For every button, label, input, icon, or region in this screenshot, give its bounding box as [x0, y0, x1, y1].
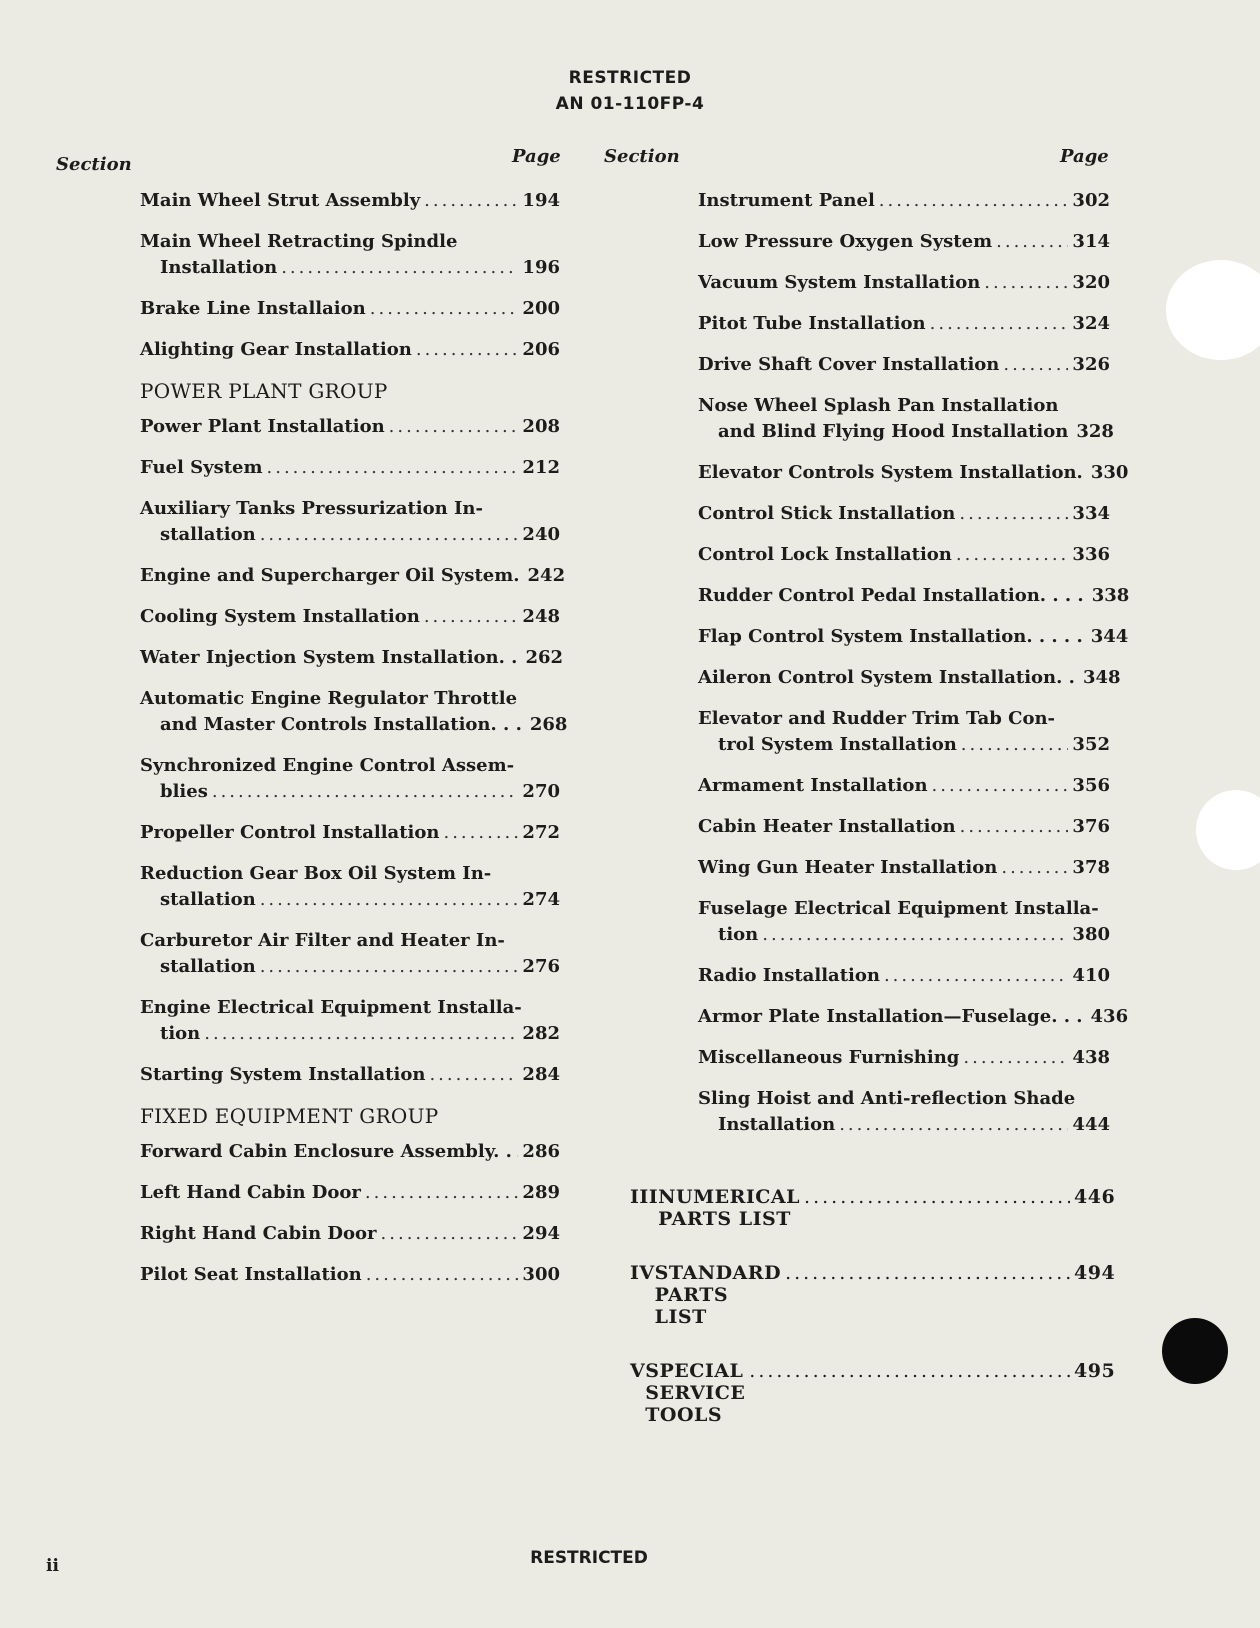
- toc-entry-title: trol System Installation: [718, 734, 957, 755]
- section-title: SPECIAL SERVICE TOOLS: [645, 1360, 746, 1426]
- dot-leader: [260, 887, 519, 913]
- dot-leader: [785, 1262, 1070, 1284]
- dot-leader: [984, 270, 1068, 296]
- dot-leader: [212, 779, 519, 805]
- toc-entry-title: Fuel System: [140, 457, 263, 478]
- toc-entry-page: 320: [1072, 272, 1110, 293]
- toc-entry-title: Carburetor Air Filter and Heater In-: [140, 930, 505, 951]
- toc-entry-page: 376: [1072, 816, 1110, 837]
- dot-leader: [804, 1186, 1070, 1208]
- toc-entry-page: 444: [1072, 1114, 1110, 1135]
- toc-entry: [698, 501, 1110, 527]
- toc-entry: [698, 963, 1110, 989]
- toc-list-power-plant: [140, 414, 568, 1088]
- toc-entry-title: Drive Shaft Cover Installation: [698, 354, 1000, 375]
- toc-entry: [140, 1262, 560, 1288]
- toc-entry-title: Elevator and Rudder Trim Tab Con-: [698, 708, 1056, 729]
- binder-hole-top: [1166, 260, 1260, 360]
- toc-entry-page: 268: [529, 714, 568, 735]
- toc-entry: [140, 1221, 560, 1247]
- toc-entry-page: 314: [1072, 231, 1110, 252]
- toc-entry-page: 262: [525, 647, 564, 668]
- toc-entry: [698, 624, 1129, 650]
- toc-entry-title: Main Wheel Strut Assembly: [140, 190, 421, 211]
- toc-entry-page: 289: [522, 1182, 560, 1203]
- dot-leader: [959, 501, 1068, 527]
- toc-entry-title: Pilot Seat Installation: [140, 1264, 362, 1285]
- section-entry: [630, 1186, 1116, 1230]
- toc-entry-page: 208: [522, 416, 560, 437]
- toc-entry-title: Reduction Gear Box Oil System In-: [140, 863, 492, 884]
- dot-leader: [370, 296, 519, 322]
- toc-entry-title: Low Pressure Oxygen System: [698, 231, 993, 252]
- toc-entry-title: Elevator Controls System Installation.: [698, 462, 1083, 483]
- toc-entry-page: 272: [522, 822, 560, 843]
- toc-entry: [140, 1139, 560, 1165]
- dot-leader: [204, 1021, 518, 1047]
- toc-entry: [698, 311, 1110, 337]
- toc-entry-title: Right Hand Cabin Door: [140, 1223, 377, 1244]
- toc-entry-page: 302: [1072, 190, 1110, 211]
- toc-entry-page: 378: [1072, 857, 1110, 878]
- dot-leader: [443, 820, 518, 846]
- toc-entry: [698, 855, 1110, 881]
- section-title: NUMERICAL PARTS LIST: [658, 1186, 801, 1230]
- toc-entry-title: and Master Controls Installation. . .: [160, 714, 522, 735]
- toc-entry-title: Armament Installation: [698, 775, 928, 796]
- toc-entry-title: Alighting Gear Installation: [140, 339, 412, 360]
- dot-leader: [424, 188, 518, 214]
- toc-entry-title: and Blind Flying Hood Installation: [718, 421, 1069, 442]
- toc-entry-title: Forward Cabin Enclosure Assembly. .: [140, 1141, 512, 1162]
- toc-entry: [140, 686, 568, 738]
- toc-entry-page: 324: [1072, 313, 1110, 334]
- toc-entry-page: 240: [522, 524, 560, 545]
- dot-leader: [429, 1062, 518, 1088]
- toc-entry-page: 300: [522, 1264, 560, 1285]
- dot-leader: [516, 1139, 518, 1165]
- toc-entry-title: Instrument Panel: [698, 190, 875, 211]
- toc-entry-title: Control Stick Installation: [698, 503, 956, 524]
- left-page-heading: Page: [512, 146, 561, 167]
- toc-entry-page: 438: [1072, 1047, 1110, 1068]
- section-number: III: [630, 1186, 659, 1208]
- toc-entry: [698, 1004, 1129, 1030]
- dot-leader: [416, 337, 519, 363]
- toc-entry: [140, 928, 560, 980]
- toc-entry-title: Flap Control System Installation. . . . .: [698, 626, 1083, 647]
- toc-entry-title: Sling Hoist and Anti-reflection Shade: [698, 1088, 1076, 1109]
- toc-entry-page: 380: [1072, 924, 1110, 945]
- dot-leader: [749, 1360, 1070, 1382]
- toc-entry-title: Brake Line Installaion: [140, 298, 366, 319]
- toc-entry: [140, 337, 560, 363]
- left-section-heading: Section: [56, 154, 132, 175]
- section-page: 446: [1074, 1186, 1116, 1208]
- binder-hole-bottom: [1162, 1318, 1228, 1384]
- toc-list-fixed-equipment: [140, 1139, 560, 1288]
- toc-entry: [140, 229, 560, 281]
- toc-entry-page: 294: [522, 1223, 560, 1244]
- dot-leader: [839, 1112, 1068, 1138]
- toc-entry: [140, 188, 560, 214]
- toc-entry: [140, 1062, 560, 1088]
- toc-entry-title: Cabin Heater Installation: [698, 816, 956, 837]
- toc-entry-title: stallation: [160, 889, 256, 910]
- toc-entry: [140, 1180, 560, 1206]
- toc-entry-page: 200: [522, 298, 560, 319]
- toc-entry: [698, 270, 1110, 296]
- toc-entry: [140, 604, 560, 630]
- toc-entry-title: Propeller Control Installation: [140, 822, 440, 843]
- dot-leader: [260, 522, 519, 548]
- toc-entry-title: tion: [160, 1023, 201, 1044]
- toc-entry: [698, 814, 1110, 840]
- toc-entry-page: 352: [1072, 734, 1110, 755]
- toc-entry-page: 334: [1072, 503, 1110, 524]
- section-page: 495: [1074, 1360, 1116, 1382]
- toc-entry-page: 286: [522, 1141, 560, 1162]
- toc-entry-page: 348: [1082, 667, 1121, 688]
- toc-entry-page: 410: [1072, 965, 1110, 986]
- right-section-heading: Section: [604, 146, 680, 167]
- toc-entry: [698, 665, 1121, 691]
- toc-list-fixed-equipment-continued: [698, 188, 1130, 1138]
- toc-entry-title: Main Wheel Retracting Spindle: [140, 231, 458, 252]
- dot-leader: [389, 414, 519, 440]
- toc-entry-title: Armor Plate Installation—Fuselage. . .: [698, 1006, 1083, 1027]
- dot-leader: [762, 922, 1068, 948]
- section-entry: [630, 1360, 1116, 1426]
- dot-leader: [267, 455, 519, 481]
- toc-entry-title: Left Hand Cabin Door: [140, 1182, 361, 1203]
- toc-entry-title: Rudder Control Pedal Installation. . . .: [698, 585, 1084, 606]
- toc-entry: [140, 563, 566, 589]
- toc-entry-page: 242: [527, 565, 566, 586]
- toc-entry-page: 196: [522, 257, 560, 278]
- toc-entry-page: 206: [522, 339, 560, 360]
- dot-leader: [963, 1045, 1068, 1071]
- toc-entry-title: Vacuum System Installation: [698, 272, 981, 293]
- toc-entry-page: 194: [522, 190, 560, 211]
- toc-entry-page: 326: [1072, 354, 1110, 375]
- section-list: [630, 1186, 1116, 1458]
- toc-entry-title: Cooling System Installation: [140, 606, 420, 627]
- toc-entry-page: 336: [1072, 544, 1110, 565]
- toc-entry: [140, 820, 560, 846]
- toc-entry-title: Aileron Control System Installation. .: [698, 667, 1075, 688]
- toc-entry: [140, 753, 560, 805]
- section-number: V: [630, 1360, 646, 1382]
- header-doc-number: AN 01-110FP-4: [555, 94, 705, 114]
- group-heading-fixed-equipment: FIXED EQUIPMENT GROUP: [140, 1104, 439, 1128]
- toc-entry-page: 328: [1076, 421, 1114, 442]
- toc-entry-title: Radio Installation: [698, 965, 880, 986]
- toc-entry-title: Nose Wheel Splash Pan Installation: [698, 395, 1059, 416]
- toc-entry-title: Wing Gun Heater Installation: [698, 857, 998, 878]
- toc-entry: [140, 455, 560, 481]
- dot-leader: [930, 311, 1069, 337]
- toc-list-landing-gear: [140, 188, 560, 363]
- left-toc-column: [140, 188, 568, 1303]
- dot-leader: [1003, 352, 1068, 378]
- toc-entry: [140, 995, 560, 1047]
- toc-entry-page: 436: [1090, 1006, 1129, 1027]
- dot-leader: [879, 188, 1069, 214]
- toc-entry-title: Synchronized Engine Control Assem-: [140, 755, 515, 776]
- toc-entry-title: Power Plant Installation: [140, 416, 385, 437]
- dot-leader: [956, 542, 1069, 568]
- toc-entry: [698, 583, 1130, 609]
- group-heading-power-plant: POWER PLANT GROUP: [140, 379, 388, 403]
- dot-leader: [961, 732, 1069, 758]
- toc-entry: [140, 414, 560, 440]
- footer-page-number: ii: [46, 1556, 59, 1576]
- section-title: STANDARD PARTS LIST: [654, 1262, 782, 1328]
- dot-leader: [932, 773, 1069, 799]
- toc-entry-title: Installation: [718, 1114, 836, 1135]
- toc-entry: [698, 706, 1110, 758]
- dot-leader: [1001, 855, 1068, 881]
- dot-leader: [260, 954, 519, 980]
- toc-entry-page: 344: [1090, 626, 1129, 647]
- toc-entry-title: Pitot Tube Installation: [698, 313, 926, 334]
- toc-entry: [698, 773, 1110, 799]
- toc-entry-title: Fuselage Electrical Equipment Installa-: [698, 898, 1099, 919]
- toc-entry-title: Automatic Engine Regulator Throttle: [140, 688, 518, 709]
- toc-entry-title: Engine and Supercharger Oil System.: [140, 565, 520, 586]
- section-number: IV: [630, 1262, 655, 1284]
- dot-leader: [365, 1180, 519, 1206]
- toc-entry: [698, 1045, 1110, 1071]
- toc-entry-page: 248: [522, 606, 560, 627]
- toc-entry-title: Starting System Installation: [140, 1064, 426, 1085]
- toc-entry-page: 338: [1091, 585, 1130, 606]
- toc-entry-title: Auxiliary Tanks Pressurization In-: [140, 498, 483, 519]
- toc-entry-title: stallation: [160, 524, 256, 545]
- toc-entry-page: 274: [522, 889, 560, 910]
- binder-hole-middle: [1196, 790, 1260, 870]
- header-restricted: RESTRICTED: [568, 68, 692, 88]
- dot-leader: [281, 255, 518, 281]
- toc-entry: [698, 352, 1110, 378]
- toc-entry-page: 356: [1072, 775, 1110, 796]
- section-entry: [630, 1262, 1116, 1328]
- dot-leader: [996, 229, 1068, 255]
- toc-entry-title: Control Lock Installation: [698, 544, 952, 565]
- toc-entry: [698, 229, 1110, 255]
- toc-entry-title: stallation: [160, 956, 256, 977]
- section-page: 494: [1074, 1262, 1116, 1284]
- right-toc-column: [698, 188, 1130, 1153]
- toc-entry-title: blies: [160, 781, 208, 802]
- toc-entry-title: Water Injection System Installation. .: [140, 647, 518, 668]
- toc-entry: [698, 896, 1110, 948]
- toc-entry-page: 284: [522, 1064, 560, 1085]
- dot-leader: [366, 1262, 519, 1288]
- dot-leader: [960, 814, 1069, 840]
- right-page-heading: Page: [1060, 146, 1109, 167]
- toc-entry: [698, 1086, 1110, 1138]
- toc-entry: [698, 393, 1114, 445]
- toc-entry-page: 330: [1090, 462, 1129, 483]
- dot-leader: [884, 963, 1068, 989]
- toc-entry: [140, 861, 560, 913]
- toc-entry: [698, 188, 1110, 214]
- toc-entry-page: 276: [522, 956, 560, 977]
- toc-entry-title: Miscellaneous Furnishing: [698, 1047, 960, 1068]
- footer-restricted: RESTRICTED: [530, 1548, 648, 1568]
- dot-leader: [381, 1221, 519, 1247]
- toc-entry: [698, 460, 1129, 486]
- dot-leader: [424, 604, 519, 630]
- toc-entry-page: 282: [522, 1023, 560, 1044]
- toc-entry-page: 212: [522, 457, 560, 478]
- toc-entry: [140, 645, 564, 671]
- toc-entry: [698, 542, 1110, 568]
- toc-entry-title: tion: [718, 924, 759, 945]
- toc-entry-page: 270: [522, 781, 560, 802]
- toc-entry: [140, 496, 560, 548]
- toc-entry: [140, 296, 560, 322]
- toc-entry-title: Engine Electrical Equipment Installa-: [140, 997, 522, 1018]
- toc-entry-title: Installation: [160, 257, 278, 278]
